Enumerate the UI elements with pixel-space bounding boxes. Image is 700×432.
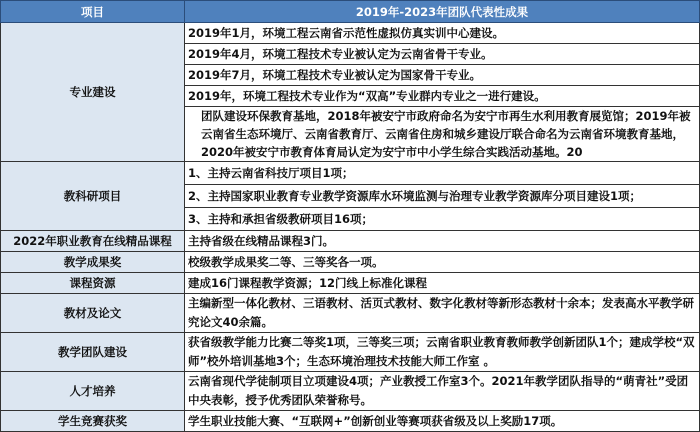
item-cell: 2019年4月，环境工程技术专业被认定为云南省骨干专业。 [185, 44, 700, 65]
category-cell: 教学团队建设 [1, 333, 185, 372]
category-cell: 教学成果奖 [1, 252, 185, 273]
table-row [1, 231, 700, 252]
table-row [1, 162, 700, 185]
table-row [1, 273, 700, 294]
category-cell: 课程资源 [1, 273, 185, 294]
table-row [1, 372, 700, 411]
table-row [1, 411, 700, 432]
table-row [1, 23, 700, 44]
item-cell: 3、主持和承担省级教研项目16项； [185, 208, 700, 231]
category-cell: 学生竞赛获奖 [1, 411, 185, 432]
item-cell: 团队建设环保教育基地，2018年被安宁市政府命名为安宁市再生水利用教育展览馆；2019年被云南省生态环境厅、云南省教育厅、云南省住房和城乡建设厅联合命名为云南省环境教育基地，2020年被安宁市教育体育局认定为安宁市中小学生综合实践活动基地。20 [185, 107, 700, 162]
table-row [1, 294, 700, 333]
item-cell: 云南省现代学徒制项目立项建设4项；产业教授工作室3个。2021年教学团队指导的“萌青社”受团中央表彰，授予优秀团队荣誉称号。 [185, 372, 700, 411]
category-cell: 教材及论文 [1, 294, 185, 333]
header-project: 项目 [1, 1, 185, 23]
item-cell: 建成16门课程教学资源；12门线上标准化课程 [185, 273, 700, 294]
item-cell: 获省级教学能力比赛二等奖1项，三等奖三项；云南省职业教育教师教学创新团队1个；建成学校“双师”校外培训基地3个；生态环境治理技术技能大师工作室 。 [185, 333, 700, 372]
item-cell: 2019年1月，环境工程云南省示范性虚拟仿真实训中心建设。 [185, 23, 700, 44]
item-cell: 主持省级在线精品课程3门。 [185, 231, 700, 252]
item-cell: 2、主持国家职业教育专业教学资源库水环境监测与治理专业教学资源库分项目建设1项； [185, 185, 700, 208]
table-header [1, 1, 700, 23]
item-cell: 主编新型一体化教材、三语教材、活页式教材、数字化教材等新形态教材十余本；发表高水平教学研究论文40余篇。 [185, 294, 700, 333]
table-row [1, 252, 700, 273]
item-cell: 校级教学成果奖二等、三等奖各一项。 [185, 252, 700, 273]
category-cell: 2022年职业教育在线精品课程 [1, 231, 185, 252]
category-cell: 教科研项目 [1, 162, 185, 231]
item-cell: 1、主持云南省科技厅项目1项； [185, 162, 700, 185]
item-cell: 学生职业技能大赛、“互联网+”创新创业等赛项获省级及以上奖励17项。 [185, 411, 700, 432]
item-cell: 2019年7月，环境工程技术专业被认定为国家骨干专业。 [185, 65, 700, 86]
table-row [1, 333, 700, 372]
header-achievements: 2019年-2023年团队代表性成果 [185, 1, 700, 23]
item-cell: 2019年，环境工程技术专业作为“双高”专业群内专业之一进行建设。 [185, 86, 700, 107]
category-cell: 专业建设 [1, 23, 185, 162]
category-cell: 人才培养 [1, 372, 185, 411]
